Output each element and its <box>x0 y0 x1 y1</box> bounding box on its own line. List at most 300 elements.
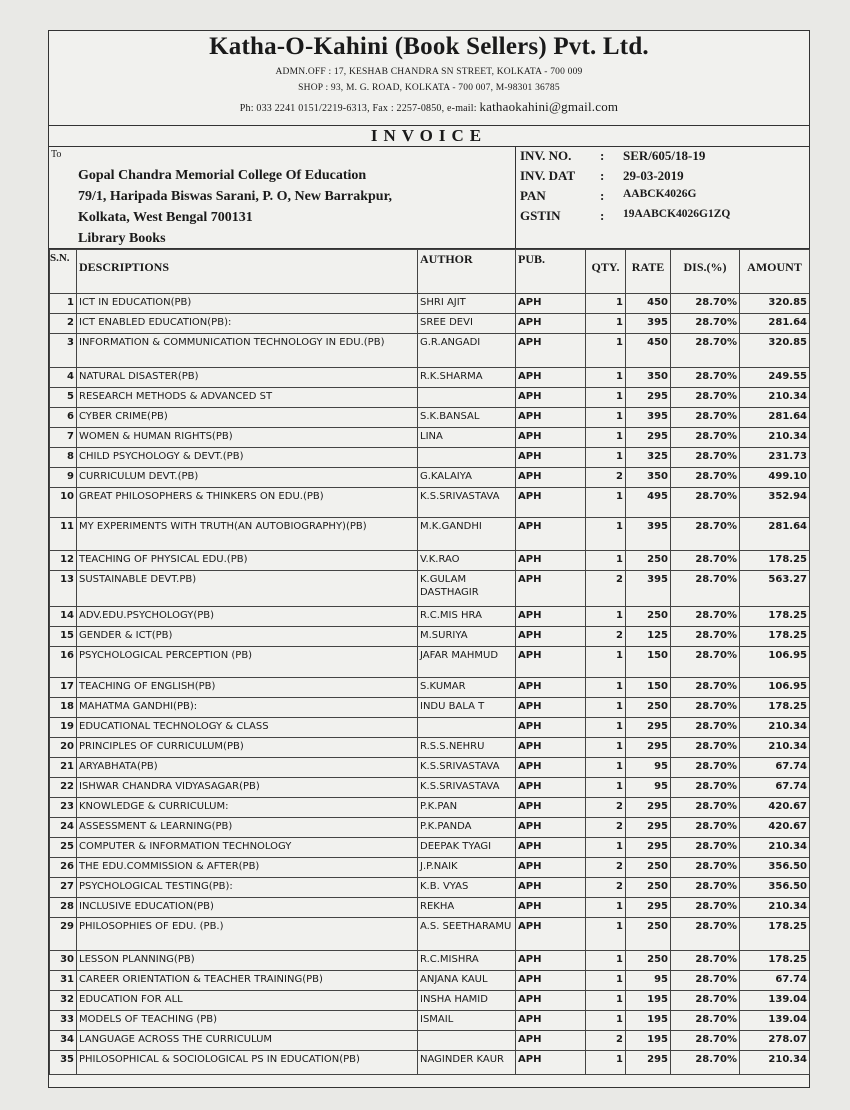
row-publisher: APH <box>516 551 586 571</box>
row-description: PHILOSOPHICAL & SOCIOLOGICAL PS IN EDUCATION(PB) <box>77 1051 418 1075</box>
row-amount: 106.95 <box>740 647 810 678</box>
row-description: MY EXPERIMENTS WITH TRUTH(AN AUTOBIOGRAPHY)(PB) <box>77 518 418 551</box>
row-amount: 210.34 <box>740 738 810 758</box>
meta-value: 29-03-2019 <box>623 168 684 183</box>
row-amount: 106.95 <box>740 678 810 698</box>
row-description: ICT IN EDUCATION(PB) <box>77 294 418 314</box>
invoice-sheet <box>48 30 810 1088</box>
row-publisher: APH <box>516 918 586 951</box>
row-amount: 281.64 <box>740 314 810 334</box>
row-amount: 499.10 <box>740 468 810 488</box>
meta-sep: : <box>600 208 605 223</box>
row-qty: 1 <box>586 898 626 918</box>
row-description: PSYCHOLOGICAL PERCEPTION (PB) <box>77 647 418 678</box>
row-description: EDUCATIONAL TECHNOLOGY & CLASS <box>77 718 418 738</box>
row-rate: 295 <box>626 798 671 818</box>
col-header-description: DESCRIPTIONS <box>77 250 418 294</box>
row-sn: 9 <box>50 468 77 488</box>
row-qty: 1 <box>586 698 626 718</box>
row-description: GREAT PHILOSOPHERS & THINKERS ON EDU.(PB) <box>77 488 418 518</box>
row-description: GENDER & ICT(PB) <box>77 627 418 647</box>
col-header-sn: S.N. <box>50 250 77 294</box>
table-row <box>50 838 810 858</box>
table-row <box>50 1011 810 1031</box>
row-discount: 28.70% <box>671 294 740 314</box>
row-publisher: APH <box>516 1011 586 1031</box>
table-row <box>50 647 810 678</box>
row-qty: 1 <box>586 678 626 698</box>
row-amount: 178.25 <box>740 918 810 951</box>
row-author: SHRI AJIT <box>418 294 516 314</box>
row-publisher: APH <box>516 898 586 918</box>
shop-address: SHOP : 93, M. G. ROAD, KOLKATA - 700 007, M-98301 36785 <box>298 83 560 93</box>
row-qty: 1 <box>586 738 626 758</box>
row-qty: 1 <box>586 448 626 468</box>
row-sn: 26 <box>50 858 77 878</box>
row-amount: 320.85 <box>740 334 810 368</box>
row-publisher: APH <box>516 818 586 838</box>
row-publisher: APH <box>516 448 586 468</box>
row-sn: 25 <box>50 838 77 858</box>
row-description: CAREER ORIENTATION & TEACHER TRAINING(PB) <box>77 971 418 991</box>
row-author: M.SURIYA <box>418 627 516 647</box>
row-discount: 28.70% <box>671 428 740 448</box>
row-description: ICT ENABLED EDUCATION(PB): <box>77 314 418 334</box>
row-description: LANGUAGE ACROSS THE CURRICULUM <box>77 1031 418 1051</box>
row-discount: 28.70% <box>671 408 740 428</box>
row-description: PHILOSOPHIES OF EDU. (PB.) <box>77 918 418 951</box>
meta-value: AABCK4026G <box>623 188 697 200</box>
row-description: ISHWAR CHANDRA VIDYASAGAR(PB) <box>77 778 418 798</box>
row-publisher: APH <box>516 468 586 488</box>
table-row <box>50 758 810 778</box>
row-qty: 1 <box>586 1051 626 1075</box>
row-qty: 2 <box>586 1031 626 1051</box>
table-row <box>50 518 810 551</box>
row-sn: 5 <box>50 388 77 408</box>
row-sn: 16 <box>50 647 77 678</box>
row-publisher: APH <box>516 294 586 314</box>
row-description: ADV.EDU.PSYCHOLOGY(PB) <box>77 607 418 627</box>
row-description: THE EDU.COMMISSION & AFTER(PB) <box>77 858 418 878</box>
row-rate: 295 <box>626 1051 671 1075</box>
row-sn: 1 <box>50 294 77 314</box>
row-rate: 195 <box>626 1031 671 1051</box>
invoice-title: INVOICE <box>49 126 809 147</box>
meta-key: GSTIN <box>520 208 561 223</box>
row-discount: 28.70% <box>671 798 740 818</box>
meta-value: SER/605/18-19 <box>623 148 706 163</box>
row-qty: 1 <box>586 838 626 858</box>
row-sn: 29 <box>50 918 77 951</box>
table-row <box>50 778 810 798</box>
row-author: R.C.MIS HRA <box>418 607 516 627</box>
row-qty: 1 <box>586 314 626 334</box>
table-row <box>50 294 810 314</box>
table-body <box>50 294 810 1075</box>
buyer-note: Library Books <box>78 231 166 246</box>
row-description: EDUCATION FOR ALL <box>77 991 418 1011</box>
row-discount: 28.70% <box>671 488 740 518</box>
row-rate: 325 <box>626 448 671 468</box>
meta-sep: : <box>600 168 605 183</box>
meta-key: INV. DAT <box>520 168 576 183</box>
col-header-amount: AMOUNT <box>740 250 810 294</box>
contact-line <box>49 99 809 115</box>
row-sn: 12 <box>50 551 77 571</box>
row-rate: 125 <box>626 627 671 647</box>
row-rate: 395 <box>626 408 671 428</box>
table-row <box>50 334 810 368</box>
row-rate: 250 <box>626 698 671 718</box>
row-rate: 295 <box>626 718 671 738</box>
table-row <box>50 971 810 991</box>
row-qty: 1 <box>586 607 626 627</box>
row-publisher: APH <box>516 878 586 898</box>
row-discount: 28.70% <box>671 971 740 991</box>
row-sn: 7 <box>50 428 77 448</box>
table-row <box>50 627 810 647</box>
contact-email: kathaokahini@gmail.com <box>479 99 619 114</box>
row-publisher: APH <box>516 488 586 518</box>
row-rate: 350 <box>626 468 671 488</box>
row-qty: 2 <box>586 798 626 818</box>
row-author: K.S.SRIVASTAVA <box>418 778 516 798</box>
row-author: JAFAR MAHMUD <box>418 647 516 678</box>
row-qty: 1 <box>586 951 626 971</box>
row-qty: 2 <box>586 818 626 838</box>
table-row <box>50 951 810 971</box>
table-row <box>50 607 810 627</box>
row-sn: 19 <box>50 718 77 738</box>
row-sn: 35 <box>50 1051 77 1075</box>
buyer-street: 79/1, Haripada Biswas Sarani, P. O, New Barrakpur, <box>78 189 393 204</box>
row-sn: 21 <box>50 758 77 778</box>
row-publisher: APH <box>516 858 586 878</box>
row-amount: 281.64 <box>740 518 810 551</box>
row-discount: 28.70% <box>671 627 740 647</box>
row-author: LINA <box>418 428 516 448</box>
col-header-discount: DIS.(%) <box>671 250 740 294</box>
row-discount: 28.70% <box>671 647 740 678</box>
row-author: K.S.SRIVASTAVA <box>418 758 516 778</box>
row-amount: 281.64 <box>740 408 810 428</box>
row-publisher: APH <box>516 971 586 991</box>
row-rate: 95 <box>626 971 671 991</box>
row-sn: 15 <box>50 627 77 647</box>
row-publisher: APH <box>516 571 586 607</box>
row-qty: 1 <box>586 428 626 448</box>
row-discount: 28.70% <box>671 951 740 971</box>
row-description: RESEARCH METHODS & ADVANCED ST <box>77 388 418 408</box>
row-publisher: APH <box>516 738 586 758</box>
row-rate: 250 <box>626 951 671 971</box>
row-author: S.KUMAR <box>418 678 516 698</box>
row-amount: 420.67 <box>740 798 810 818</box>
meta-sep: : <box>600 148 605 163</box>
row-publisher: APH <box>516 758 586 778</box>
row-publisher: APH <box>516 408 586 428</box>
row-publisher: APH <box>516 698 586 718</box>
table-row <box>50 1051 810 1075</box>
row-discount: 28.70% <box>671 738 740 758</box>
row-amount: 178.25 <box>740 627 810 647</box>
table-row <box>50 918 810 951</box>
meta-sep: : <box>600 188 605 203</box>
row-qty: 1 <box>586 488 626 518</box>
row-sn: 33 <box>50 1011 77 1031</box>
table-row <box>50 571 810 607</box>
row-amount: 67.74 <box>740 758 810 778</box>
row-discount: 28.70% <box>671 388 740 408</box>
table-row <box>50 878 810 898</box>
row-publisher: APH <box>516 647 586 678</box>
col-header-qty: QTY. <box>586 250 626 294</box>
to-label: To <box>51 149 62 160</box>
row-discount: 28.70% <box>671 571 740 607</box>
row-publisher: APH <box>516 778 586 798</box>
row-qty: 1 <box>586 971 626 991</box>
row-qty: 1 <box>586 718 626 738</box>
row-publisher: APH <box>516 991 586 1011</box>
letterhead <box>49 33 809 126</box>
row-author: K.GULAM DASTHAGIR <box>418 571 516 607</box>
row-discount: 28.70% <box>671 551 740 571</box>
row-publisher: APH <box>516 607 586 627</box>
row-qty: 1 <box>586 647 626 678</box>
col-header-publisher: PUB. <box>516 250 586 294</box>
row-author: NAGINDER KAUR <box>418 1051 516 1075</box>
row-sn: 31 <box>50 971 77 991</box>
row-sn: 30 <box>50 951 77 971</box>
row-publisher: APH <box>516 314 586 334</box>
row-rate: 295 <box>626 838 671 858</box>
row-amount: 356.50 <box>740 858 810 878</box>
row-description: ARYABHATA(PB) <box>77 758 418 778</box>
table-row <box>50 468 810 488</box>
row-author: DEEPAK TYAGI <box>418 838 516 858</box>
row-amount: 356.50 <box>740 878 810 898</box>
row-sn: 6 <box>50 408 77 428</box>
row-discount: 28.70% <box>671 898 740 918</box>
row-qty: 1 <box>586 518 626 551</box>
invoice-meta <box>515 147 810 248</box>
row-author: G.KALAIYA <box>418 468 516 488</box>
row-rate: 250 <box>626 878 671 898</box>
row-qty: 1 <box>586 388 626 408</box>
row-qty: 2 <box>586 627 626 647</box>
row-sn: 2 <box>50 314 77 334</box>
row-author: G.R.ANGADI <box>418 334 516 368</box>
row-discount: 28.70% <box>671 918 740 951</box>
row-rate: 150 <box>626 678 671 698</box>
row-amount: 210.34 <box>740 718 810 738</box>
row-qty: 2 <box>586 571 626 607</box>
row-author: INDU BALA T <box>418 698 516 718</box>
row-author: M.K.GANDHI <box>418 518 516 551</box>
table-row <box>50 858 810 878</box>
row-rate: 250 <box>626 858 671 878</box>
table-row <box>50 1031 810 1051</box>
row-description: PRINCIPLES OF CURRICULUM(PB) <box>77 738 418 758</box>
row-description: WOMEN & HUMAN RIGHTS(PB) <box>77 428 418 448</box>
row-author: P.K.PAN <box>418 798 516 818</box>
row-rate: 450 <box>626 294 671 314</box>
row-rate: 295 <box>626 428 671 448</box>
row-sn: 24 <box>50 818 77 838</box>
table-row <box>50 448 810 468</box>
row-rate: 250 <box>626 918 671 951</box>
row-rate: 450 <box>626 334 671 368</box>
row-publisher: APH <box>516 838 586 858</box>
row-author: K.S.SRIVASTAVA <box>418 488 516 518</box>
row-discount: 28.70% <box>671 718 740 738</box>
col-header-rate: RATE <box>626 250 671 294</box>
row-sn: 23 <box>50 798 77 818</box>
row-description: LESSON PLANNING(PB) <box>77 951 418 971</box>
row-discount: 28.70% <box>671 818 740 838</box>
row-amount: 563.27 <box>740 571 810 607</box>
office-address: ADMN.OFF : 17, KESHAB CHANDRA SN STREET, KOLKATA - 700 009 <box>275 67 583 77</box>
row-rate: 95 <box>626 778 671 798</box>
table-row <box>50 551 810 571</box>
row-rate: 295 <box>626 738 671 758</box>
row-publisher: APH <box>516 368 586 388</box>
row-author: J.P.NAIK <box>418 858 516 878</box>
table-row <box>50 818 810 838</box>
row-qty: 1 <box>586 918 626 951</box>
row-publisher: APH <box>516 627 586 647</box>
row-rate: 295 <box>626 898 671 918</box>
row-description: INFORMATION & COMMUNICATION TECHNOLOGY IN EDU.(PB) <box>77 334 418 368</box>
row-discount: 28.70% <box>671 1011 740 1031</box>
row-publisher: APH <box>516 798 586 818</box>
table-row <box>50 718 810 738</box>
row-discount: 28.70% <box>671 448 740 468</box>
row-sn: 3 <box>50 334 77 368</box>
row-publisher: APH <box>516 1031 586 1051</box>
table-row <box>50 488 810 518</box>
row-publisher: APH <box>516 388 586 408</box>
row-publisher: APH <box>516 718 586 738</box>
row-sn: 22 <box>50 778 77 798</box>
row-amount: 210.34 <box>740 388 810 408</box>
row-author: ANJANA KAUL <box>418 971 516 991</box>
col-header-author: AUTHOR <box>418 250 516 294</box>
table-row <box>50 698 810 718</box>
row-author: R.C.MISHRA <box>418 951 516 971</box>
row-rate: 395 <box>626 314 671 334</box>
row-author: ISMAIL <box>418 1011 516 1031</box>
row-author <box>418 718 516 738</box>
row-amount: 210.34 <box>740 838 810 858</box>
row-sn: 14 <box>50 607 77 627</box>
row-description: SUSTAINABLE DEVT.PB) <box>77 571 418 607</box>
table-row <box>50 408 810 428</box>
row-sn: 4 <box>50 368 77 388</box>
row-description: CHILD PSYCHOLOGY & DEVT.(PB) <box>77 448 418 468</box>
row-discount: 28.70% <box>671 778 740 798</box>
row-discount: 28.70% <box>671 838 740 858</box>
row-amount: 178.25 <box>740 698 810 718</box>
row-publisher: APH <box>516 518 586 551</box>
row-author: REKHA <box>418 898 516 918</box>
row-description: INCLUSIVE EDUCATION(PB) <box>77 898 418 918</box>
row-rate: 150 <box>626 647 671 678</box>
row-discount: 28.70% <box>671 758 740 778</box>
row-author: R.S.S.NEHRU <box>418 738 516 758</box>
row-author: V.K.RAO <box>418 551 516 571</box>
row-discount: 28.70% <box>671 991 740 1011</box>
row-discount: 28.70% <box>671 698 740 718</box>
contact-phone-fax: Ph: 033 2241 0151/2219-6313, Fax : 2257-0850, e-mail: <box>239 103 477 114</box>
row-sn: 34 <box>50 1031 77 1051</box>
row-discount: 28.70% <box>671 518 740 551</box>
row-sn: 32 <box>50 991 77 1011</box>
row-qty: 1 <box>586 758 626 778</box>
row-sn: 27 <box>50 878 77 898</box>
row-amount: 320.85 <box>740 294 810 314</box>
row-discount: 28.70% <box>671 314 740 334</box>
row-rate: 295 <box>626 818 671 838</box>
row-description: COMPUTER & INFORMATION TECHNOLOGY <box>77 838 418 858</box>
row-rate: 250 <box>626 551 671 571</box>
row-amount: 178.25 <box>740 551 810 571</box>
table-row <box>50 738 810 758</box>
table-row <box>50 991 810 1011</box>
row-qty: 1 <box>586 368 626 388</box>
row-rate: 195 <box>626 1011 671 1031</box>
row-description: NATURAL DISASTER(PB) <box>77 368 418 388</box>
meta-value: 19AABCK4026G1ZQ <box>623 208 731 220</box>
row-qty: 1 <box>586 408 626 428</box>
row-description: KNOWLEDGE & CURRICULUM: <box>77 798 418 818</box>
row-rate: 95 <box>626 758 671 778</box>
row-discount: 28.70% <box>671 678 740 698</box>
row-amount: 210.34 <box>740 1051 810 1075</box>
row-description: ASSESSMENT & LEARNING(PB) <box>77 818 418 838</box>
row-amount: 278.07 <box>740 1031 810 1051</box>
row-sn: 28 <box>50 898 77 918</box>
row-amount: 210.34 <box>740 898 810 918</box>
table-row <box>50 678 810 698</box>
row-qty: 1 <box>586 294 626 314</box>
row-amount: 231.73 <box>740 448 810 468</box>
meta-key: INV. NO. <box>520 148 572 163</box>
row-description: CYBER CRIME(PB) <box>77 408 418 428</box>
row-sn: 8 <box>50 448 77 468</box>
table-row <box>50 798 810 818</box>
buyer-city: Kolkata, West Bengal 700131 <box>78 210 253 225</box>
row-amount: 139.04 <box>740 1011 810 1031</box>
row-rate: 495 <box>626 488 671 518</box>
table-row <box>50 428 810 448</box>
row-rate: 250 <box>626 607 671 627</box>
items-table <box>49 249 810 1075</box>
row-description: TEACHING OF ENGLISH(PB) <box>77 678 418 698</box>
row-qty: 1 <box>586 1011 626 1031</box>
row-sn: 10 <box>50 488 77 518</box>
company-name: Katha-O-Kahini (Book Sellers) Pvt. Ltd. <box>209 33 649 60</box>
row-discount: 28.70% <box>671 878 740 898</box>
row-amount: 178.25 <box>740 951 810 971</box>
table-header-row <box>50 250 810 294</box>
row-sn: 18 <box>50 698 77 718</box>
row-discount: 28.70% <box>671 1051 740 1075</box>
row-description: CURRICULUM DEVT.(PB) <box>77 468 418 488</box>
table-row <box>50 314 810 334</box>
row-rate: 350 <box>626 368 671 388</box>
